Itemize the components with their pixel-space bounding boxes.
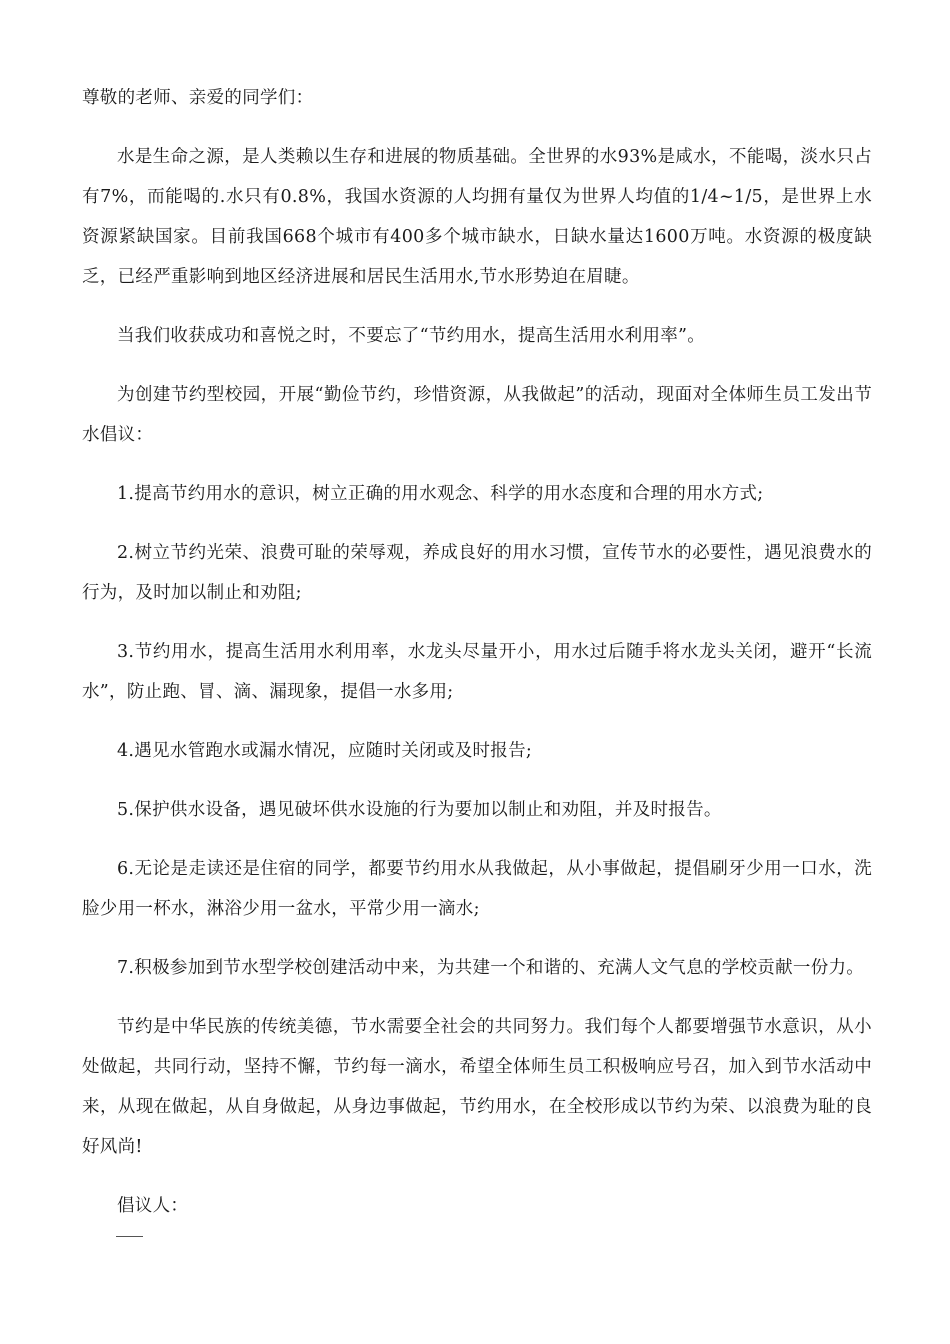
signature-line <box>116 1236 143 1237</box>
proposal-item-2: 2.树立节约光荣、浪费可耻的荣辱观，养成良好的用水习惯，宣传节水的必要性，遇见浪费水的行为，及时加以制止和劝阻; <box>82 543 872 603</box>
proposal-item-1: 1.提高节约用水的意识，树立正确的用水观念、科学的用水态度和合理的用水方式; <box>117 484 764 504</box>
proposal-item-4: 4.遇见水管跑水或漏水情况，应随时关闭或及时报告; <box>117 741 533 761</box>
proposal-item-5: 5.保护供水设备，遇见破坏供水设施的行为要加以制止和劝阻，并及时报告。 <box>117 800 722 820</box>
salutation: 尊敬的老师、亲爱的同学们： <box>82 88 314 108</box>
proposal-item-3: 3.节约用水，提高生活用水利用率，水龙头尽量开小，用水过后随手将水龙头关闭，避开“长流水”，防止跑、冒、滴、漏现象，提倡一水多用; <box>82 642 872 702</box>
proposal-item-6: 6.无论是走读还是住宿的同学，都要节约用水从我做起，从小事做起，提倡刷牙少用一口水，洗脸少用一杯水，淋浴少用一盆水，平常少用一滴水; <box>82 859 872 919</box>
proposer-label: 倡议人： <box>117 1196 189 1216</box>
paragraph-intro: 水是生命之源，是人类赖以生存和进展的物质基础。全世界的水93%是咸水，不能喝，淡水只占有7%，而能喝的.水只有0.8%，我国水资源的人均拥有量仅为世界人均值的1/4~1/5，是世界上水资源紧缺国家。目前我国668个城市有400多个城市缺水，日缺水量达1600万吨。水资源的极度缺乏，已经严重影响到地区经济进展和居民生活用水,节水形势迫在眉睫。 <box>82 147 872 287</box>
document-page <box>82 78 872 1245</box>
paragraph-conclusion: 节约是中华民族的传统美德，节水需要全社会的共同努力。我们每个人都要增强节水意识，从小处做起，共同行动，坚持不懈，节约每一滴水，希望全体师生员工积极响应号召，加入到节水活动中来，从现在做起，从自身做起，从身边事做起，节约用水，在全校形成以节约为荣、以浪费为耻的良好风尚! <box>82 1017 872 1157</box>
paragraph-proposal-intro: 为创建节约型校园，开展“勤俭节约，珍惜资源，从我做起”的活动，现面对全体师生员工发出节水倡议： <box>82 385 872 445</box>
proposal-item-7: 7.积极参加到节水型学校创建活动中来，为共建一个和谐的、充满人文气息的学校贡献一份力。 <box>117 958 865 978</box>
paragraph-reminder: 当我们收获成功和喜悦之时，不要忘了“节约用水，提高生活用水利用率”。 <box>117 326 706 346</box>
